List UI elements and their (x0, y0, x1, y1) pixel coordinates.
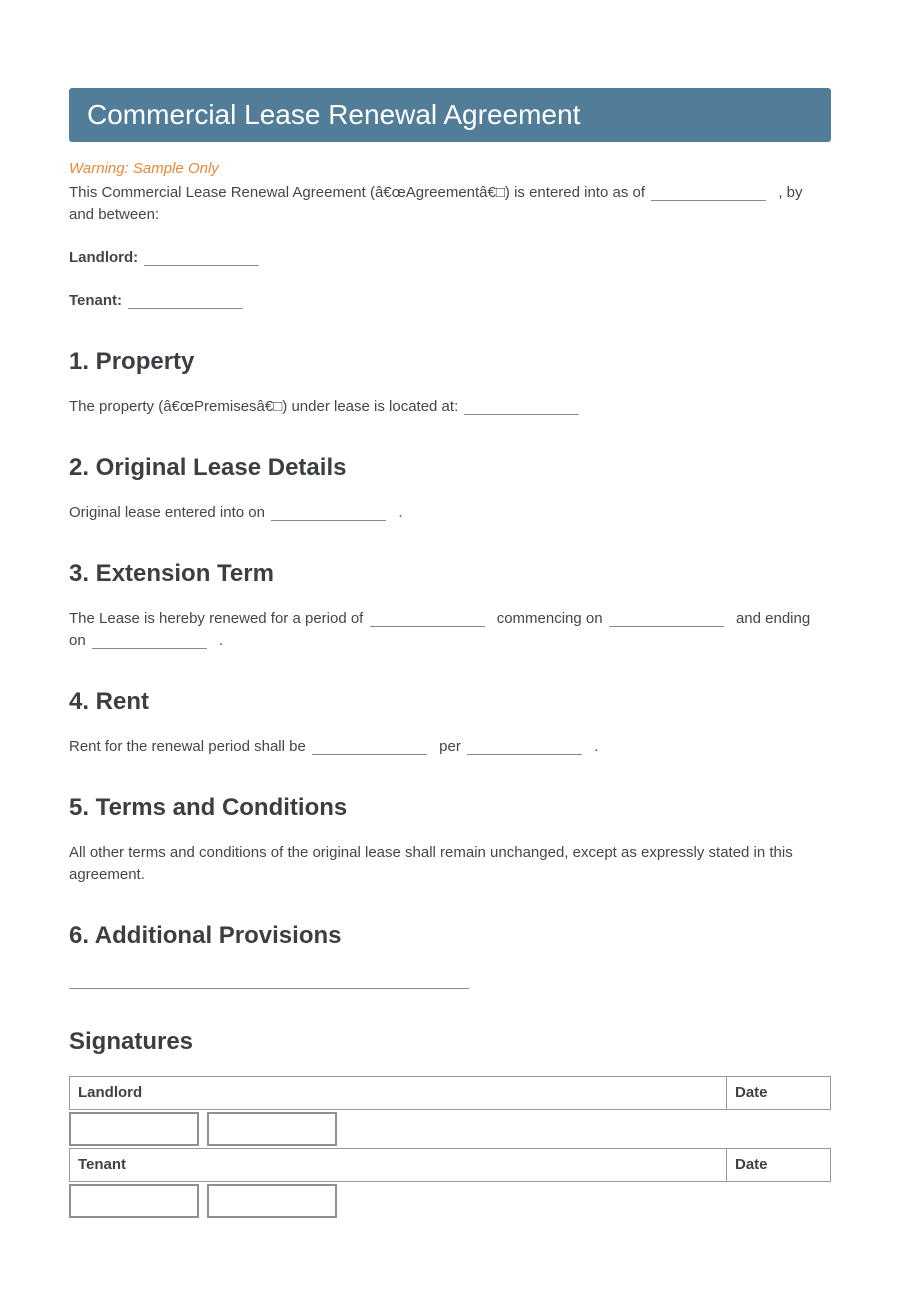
intro-paragraph (69, 182, 831, 226)
tenant-signature-input[interactable] (69, 1184, 199, 1218)
lease-document-page (69, 0, 831, 1315)
extension-text-2: commencing on (496, 610, 603, 627)
tenant-date-input[interactable] (207, 1184, 337, 1218)
tenant-party-label: Tenant (78, 1156, 127, 1173)
section-heading-original-lease: 2. Original Lease Details (69, 454, 347, 481)
rent-period-blank (467, 738, 582, 755)
landlord-name-blank (144, 249, 259, 266)
section-heading-additional-provisions: 6. Additional Provisions (69, 922, 342, 949)
extension-start-date-blank (609, 610, 724, 627)
extension-text-1: The Lease is hereby renewed for a period of (69, 610, 364, 627)
extension-end-date-blank (92, 632, 207, 649)
section-heading-terms: 5. Terms and Conditions (69, 794, 348, 821)
rent-text-2: per (439, 738, 461, 755)
rent-paragraph (69, 736, 831, 758)
landlord-signature-header-row (69, 1076, 831, 1110)
original-lease-paragraph (69, 502, 831, 524)
page-title: Commercial Lease Renewal Agreement (87, 99, 581, 130)
landlord-signature-input[interactable] (69, 1112, 199, 1146)
agreement-date-blank (651, 184, 766, 201)
landlord-date-label: Date (726, 1077, 830, 1109)
additional-provisions-blank (69, 972, 469, 989)
tenant-name-blank (128, 292, 243, 309)
landlord-date-input[interactable] (207, 1112, 337, 1146)
extension-term-paragraph (69, 608, 831, 652)
terms-paragraph: All other terms and conditions of the original lease shall remain unchanged, except as expressly stated in this agreement. (69, 844, 793, 883)
property-text: The property (â€œPremisesâ€□) under lease is located at: (69, 398, 459, 415)
section-heading-rent: 4. Rent (69, 688, 150, 715)
tenant-date-label: Date (726, 1149, 830, 1181)
signatures-heading: Signatures (69, 1028, 194, 1055)
section-heading-property: 1. Property (69, 348, 195, 375)
intro-text-continued: , by and between: (69, 184, 803, 223)
original-lease-date-blank (271, 504, 386, 521)
signatures-table (69, 1076, 831, 1220)
landlord-party-label: Landlord (78, 1084, 143, 1101)
additional-provisions-line (69, 970, 831, 992)
landlord-signature-fields (69, 1110, 831, 1148)
intro-text: This Commercial Lease Renewal Agreement (â€œAgreementâ€□) is entered into as of (69, 184, 645, 201)
original-lease-period: . (398, 504, 403, 521)
tenant-signature-header-row (69, 1148, 831, 1182)
section-heading-extension-term: 3. Extension Term (69, 560, 274, 587)
landlord-label: Landlord: (69, 249, 139, 266)
extension-period-blank (370, 610, 485, 627)
property-address-blank (464, 398, 579, 415)
rent-text-1: Rent for the renewal period shall be (69, 738, 306, 755)
tenant-line (69, 290, 831, 312)
document-title-banner (69, 88, 831, 142)
landlord-line (69, 247, 831, 269)
extension-text-3: and ending on (69, 610, 811, 649)
extension-text-4: . (219, 632, 224, 649)
sample-warning-text: Warning: Sample Only (69, 160, 219, 177)
original-lease-text: Original lease entered into on (69, 504, 265, 521)
rent-text-3: . (594, 738, 599, 755)
tenant-signature-fields (69, 1182, 831, 1220)
property-paragraph (69, 396, 831, 418)
tenant-label: Tenant: (69, 292, 123, 309)
rent-amount-blank (312, 738, 427, 755)
